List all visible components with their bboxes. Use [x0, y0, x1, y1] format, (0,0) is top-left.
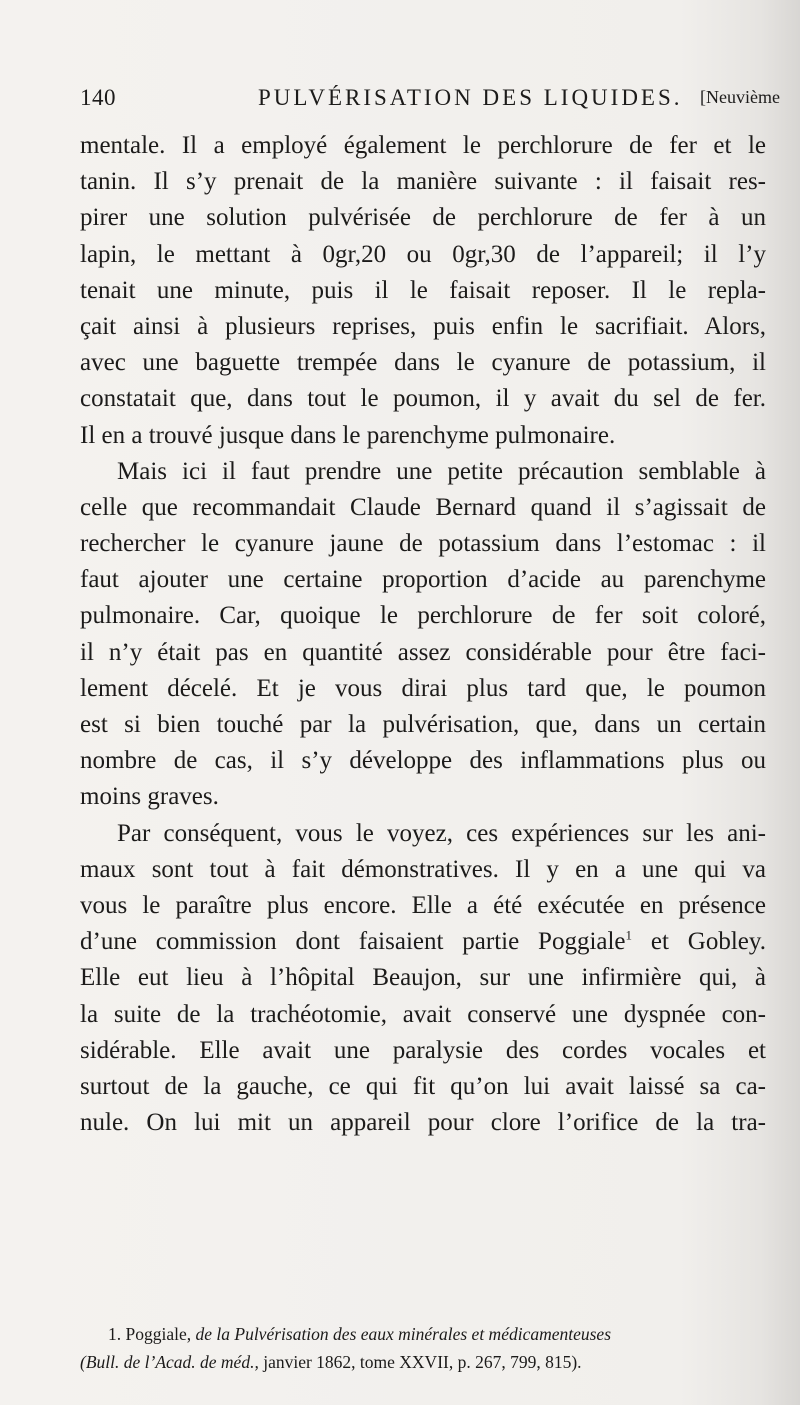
footnote-title: de la Pulvérisation des eaux minérales et médicamenteuses [195, 1324, 612, 1344]
running-title: PULVÉRISATION DES LIQUIDES. [258, 85, 683, 110]
text-line: faut ajouter une certaine proportion d’acide au parenchyme [80, 566, 766, 594]
footnote-number: 1. [108, 1324, 122, 1344]
text-line: surtout de la gauche, ce qui fit qu’on lui avait laissé sa ca- [80, 1072, 766, 1100]
text-line: pulmonaire. Car, quoique le perchlorure de fer soit coloré, [80, 602, 766, 630]
text-segment: et Gobley. [632, 928, 766, 956]
text-line: avec une baguette trempée dans le cyanure de potassium, il [80, 349, 766, 377]
footnote [80, 1320, 766, 1376]
text-line: sidérable. Elle avait une paralysie des cordes vocales et [80, 1036, 766, 1064]
footnote-details: janvier 1862, tome XXVII, p. 267, 799, 815). [263, 1352, 582, 1372]
text-line: pirer une solution pulvérisée de perchlorure de fer à un [80, 204, 766, 232]
text-line: lapin, le mettant à 0gr,20 ou 0gr,30 de l’appareil; il l’y [80, 240, 766, 268]
text-line: tenait une minute, puis il le faisait reposer. Il le repla- [80, 276, 766, 304]
text-line: Elle eut lieu à l’hôpital Beaujon, sur une infirmière qui, à [80, 964, 766, 992]
section-label: [Neuvième [700, 87, 780, 107]
text-line: Mais ici il faut prendre une petite précaution semblable à [117, 457, 766, 485]
running-header [80, 85, 780, 121]
text-line: vous le paraître plus encore. Elle a été exécutée en présence [80, 891, 766, 919]
text-line: rechercher le cyanure jaune de potassium dans l’estomac : il [80, 530, 766, 558]
text-line: nule. On lui mit un appareil pour clore l’orifice de la tra- [80, 1109, 766, 1137]
text-segment: d’une commission dont faisaient partie Poggiale [80, 928, 626, 956]
text-line: çait ainsi à plusieurs reprises, puis enfin le sacrifiait. Alors, [80, 312, 766, 340]
text-line: lement décelé. Et je vous dirai plus tard que, le poumon [80, 674, 766, 702]
text-line: nombre de cas, il s’y développe des inflammations plus ou [80, 747, 766, 775]
footnote-author: Poggiale, [125, 1324, 192, 1344]
text-line: est si bien touché par la pulvérisation, que, dans un certain [80, 711, 766, 738]
text-line: tanin. Il s’y prenait de la manière suivante : il faisait res- [80, 168, 766, 196]
text-line: maux sont tout à fait démonstratives. Il y en a une qui va [80, 855, 766, 883]
text-line: la suite de la trachéotomie, avait conservé une dyspnée con- [80, 1000, 766, 1028]
text-line: moins graves. [80, 783, 219, 811]
text-line: celle que recommandait Claude Bernard quand il s’agissait de [80, 493, 766, 521]
text-line: Par conséquent, vous le voyez, ces expériences sur les ani- [117, 819, 766, 847]
text-line: mentale. Il a employé également le perchlorure de fer et le [80, 132, 766, 159]
body-text [80, 128, 766, 1141]
footnote-line [80, 1348, 766, 1376]
footnote-line [80, 1320, 766, 1348]
page-number: 140 [80, 85, 116, 110]
text-line: il n’y était pas en quantité assez considérable pour être faci- [80, 638, 766, 666]
text-line: Il en a trouvé jusque dans le parenchyme pulmonaire. [80, 421, 616, 449]
text-line: constatait que, dans tout le poumon, il y avait du sel de fer. [80, 385, 766, 413]
footnote-journal: (Bull. de l’Acad. de méd., [80, 1352, 259, 1372]
footnote-reference: 1 [625, 927, 633, 943]
text-line [80, 924, 766, 960]
